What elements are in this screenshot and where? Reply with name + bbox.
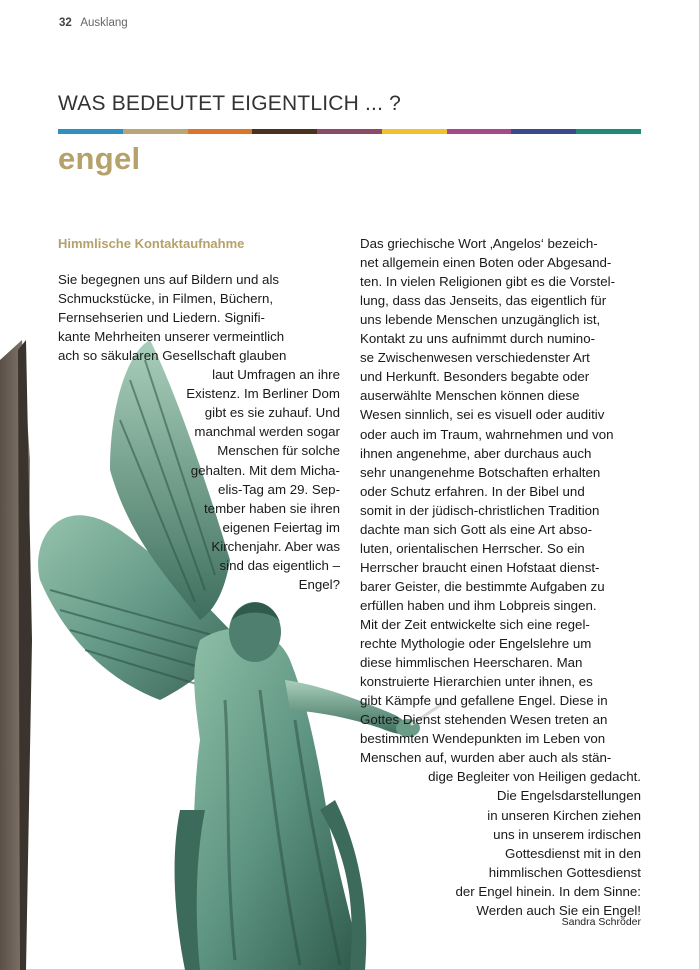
article-line: Wesen sinnlich, sei es visuell oder auditiv (360, 407, 605, 423)
article-line: in unseren Kirchen ziehen (487, 807, 641, 823)
article-line: Engel? (298, 576, 340, 592)
article-line: uns in unserem irdischen (493, 826, 641, 842)
article-line: tember haben sie ihren (203, 500, 340, 516)
article-subheading: Himmlische Kontaktaufnahme (58, 236, 245, 251)
article-line: oder Schutz erfahren. In der Bibel und (360, 483, 585, 499)
article-line: Schmuckstücke, in Filmen, Büchern, (58, 291, 274, 307)
article-line: manchmal werden sogar (194, 424, 340, 440)
color-bar-segment (317, 129, 382, 134)
color-bar-segment (58, 129, 123, 134)
page-number: 32 (59, 17, 72, 29)
article-line: Sie begegnen uns auf Bildern und als (58, 272, 280, 287)
article-line: elis-Tag am 29. Sep- (218, 481, 340, 497)
kicker-title: WAS BEDEUTET EIGENTLICH ... ? (58, 92, 402, 115)
article-line: uns lebende Menschen unzugänglich ist, (360, 312, 601, 328)
article-line: Das griechische Wort ‚Angelos‘ bezeich- (360, 236, 598, 251)
running-head (59, 17, 128, 29)
article-line: kante Mehrheiten unserer vermeintlich (58, 329, 285, 345)
article-line: himmlischen Gottesdienst (488, 864, 641, 880)
color-bar (58, 129, 641, 134)
article-line: gibt es sie zuhauf. Und (204, 405, 340, 421)
article-line: konstruierte Hierarchien unter ihnen, es (360, 674, 593, 690)
article-line: luten, orientalischen Herrscher. So ein (360, 540, 585, 556)
article-line: Kontakt zu uns aufnimmt durch numino- (360, 331, 596, 347)
article-line: Die Engelsdarstellungen (496, 788, 641, 804)
article-line: Gottes Dienst stehenden Wesen treten an (360, 712, 608, 728)
color-bar-segment (188, 129, 253, 134)
article-line: diese himmlischen Heerscharen. Man (360, 655, 583, 671)
article-line: der Engel hinein. In dem Sinne: (455, 883, 641, 899)
article-line: Mit der Zeit entwickelte sich eine regel- (360, 617, 590, 632)
page-title: engel (58, 141, 141, 176)
article-line: gehalten. Mit dem Micha- (190, 462, 340, 478)
article-line: dachte man sich Gott als eine Art abso- (360, 521, 593, 537)
article-line: se Zwischenwesen verschiedenster Art (360, 350, 590, 366)
color-bar-segment (382, 129, 447, 134)
article-line: oder auch im Traum, wahrnehmen und von (360, 426, 614, 442)
article-line: gibt Kämpfe und gefallene Engel. Diese in (360, 693, 608, 709)
article-line: ach so säkularen Gesellschaft glauben (58, 348, 287, 364)
article-line: Existenz. Im Berliner Dom (186, 386, 340, 402)
article-line: eigenen Feiertag im (222, 519, 340, 535)
article-line: bestimmten Wendepunkten im Leben von (360, 731, 606, 747)
article-line: laut Umfragen an ihre (212, 367, 340, 383)
article-line: Gottesdienst mit in den (505, 845, 641, 861)
article-line: Menschen für solche (217, 443, 340, 459)
article-line: Fernsehserien und Liedern. Signifi- (58, 310, 265, 326)
article-line: sehr unangenehme Botschaften erhalten (360, 464, 601, 480)
article-line: sind das eigentlich – (219, 557, 340, 573)
color-bar-segment (123, 129, 188, 134)
color-bar-segment (252, 129, 317, 134)
author-signature: Sandra Schröder (561, 916, 641, 928)
article-line: ten. In vielen Religionen gibt es die Vorstel- (360, 274, 616, 290)
article-line: Kirchenjahr. Aber was (211, 538, 340, 554)
article-line: net allgemein einen Boten oder Abgesand- (360, 255, 612, 271)
section-name: Ausklang (80, 17, 128, 29)
color-bar-segment (511, 129, 576, 134)
article-line: barer Geister, die bestimmte Aufgaben zu (360, 578, 605, 594)
article-line: und Herkunft. Besonders begabte oder (360, 369, 590, 385)
article-line: rechte Mythologie oder Engelslehre um (360, 636, 592, 652)
article-line: Herrscher braucht einen Hofstaat dienst- (360, 559, 600, 575)
article-line: dige Begleiter von Heiligen gedacht. (428, 769, 641, 785)
article-line: erfüllen haben und ihm Lobpreis singen. (360, 597, 597, 613)
color-bar-segment (447, 129, 512, 134)
article-line: lung, dass das Jenseits, das eigentlich für (360, 293, 607, 309)
article-line: auserwählte Menschen können diese (360, 388, 580, 404)
article-line: somit in der jüdisch-christlichen Tradition (360, 502, 600, 518)
article-line: ihnen angenehme, aber durchaus auch (360, 445, 592, 461)
article-line: Werden auch Sie ein Engel! (476, 902, 641, 918)
color-bar-segment (576, 129, 641, 134)
article-line: Menschen auf, wurden aber auch als stän- (360, 750, 612, 766)
